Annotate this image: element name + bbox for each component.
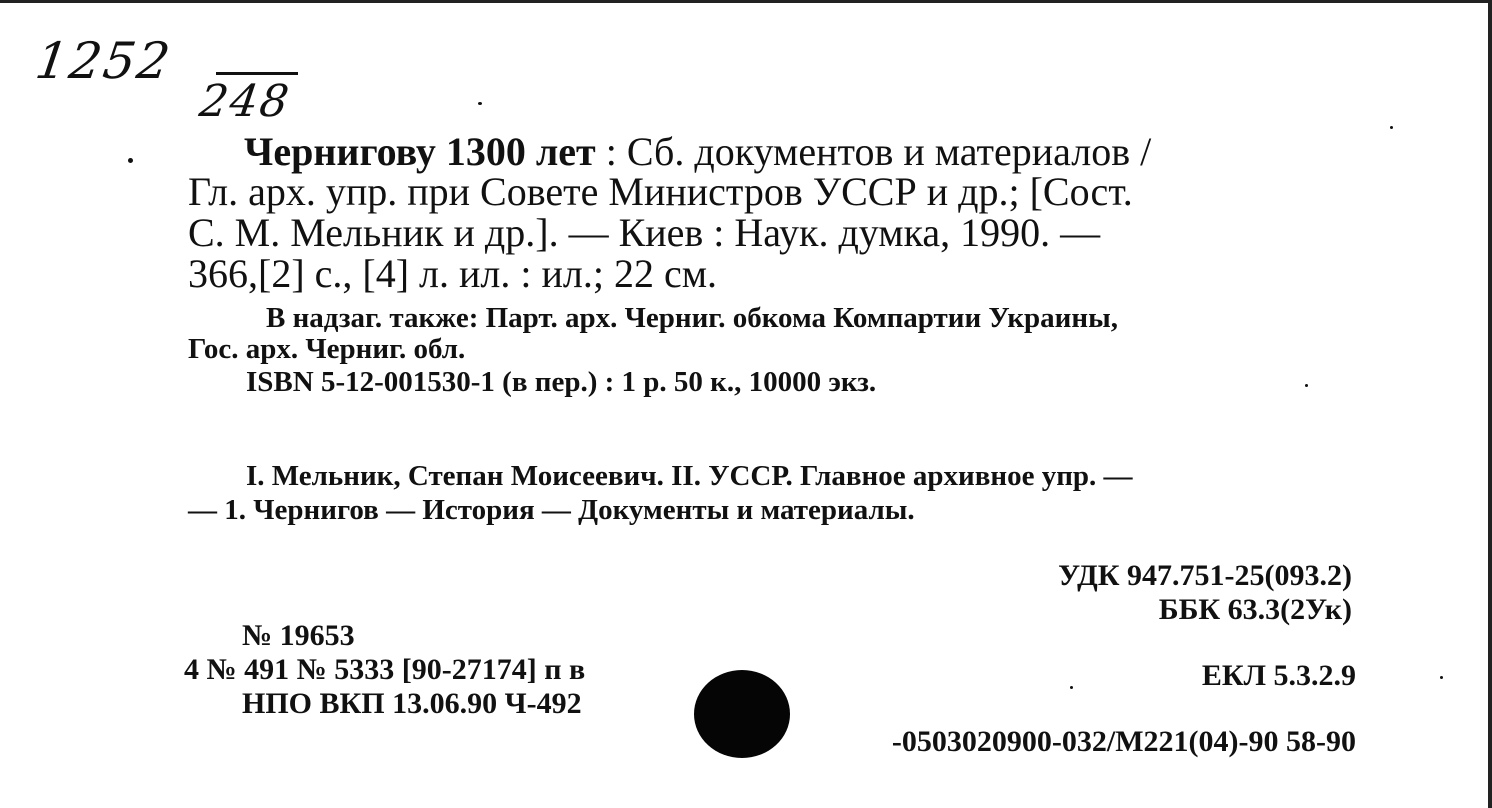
entry-line-2: Гл. арх. упр. при Совете Министров УССР и др.; [Сост. bbox=[188, 169, 1133, 214]
entry-line-1-rest: : Сб. документов и материалов / bbox=[595, 129, 1152, 174]
isbn-line: ISBN 5-12-001530-1 (в пер.) : 1 р. 50 к., 10000 экз. bbox=[246, 366, 877, 398]
bullet-dot bbox=[128, 158, 133, 163]
udk-code: УДК 947.751-25(093.2) bbox=[1058, 559, 1352, 592]
tracing-line-1: I. Мельник, Степан Моисеевич. II. УССР. Главное архивное упр. — bbox=[246, 460, 1133, 492]
speck bbox=[1305, 384, 1308, 387]
entry-line-4: 366,[2] с., [4] л. ил. : ил.; 22 см. bbox=[188, 251, 718, 296]
note-line-2: Гос. арх. Черниг. обл. bbox=[188, 333, 466, 365]
tracing-line-2: — 1. Чернигов — История — Документы и материалы. bbox=[188, 494, 915, 526]
index-code: -0503020900-032/М221(04)-90 58-90 bbox=[891, 725, 1356, 758]
card-top-edge bbox=[0, 0, 1492, 3]
order-line: 4 № 491 № 5333 [90-27174] п в bbox=[184, 654, 586, 686]
npo-line: НПО ВКП 13.06.90 Ч-492 bbox=[242, 687, 582, 720]
bbk-code: ББК 63.3(2Ук) bbox=[1158, 593, 1352, 626]
speck bbox=[1070, 686, 1073, 689]
entry-line-3: С. М. Мельник и др.]. — Киев : Наук. думка, 1990. — bbox=[188, 210, 1101, 255]
note-line-1: В надзаг. также: Парт. арх. Черниг. обкома Компартии Украины, bbox=[266, 302, 1118, 334]
card-right-edge bbox=[1488, 0, 1492, 808]
speck bbox=[1440, 676, 1443, 679]
entry-line-1 bbox=[244, 129, 1152, 174]
speck bbox=[478, 102, 482, 105]
handwritten-underline bbox=[216, 72, 298, 75]
handwritten-number: 1252 bbox=[31, 32, 176, 90]
card-number: № 19653 bbox=[242, 619, 355, 652]
ink-blot bbox=[694, 670, 790, 758]
ekl-code: ЕКЛ 5.3.2.9 bbox=[1201, 659, 1356, 692]
handwritten-shelf-number: 248 bbox=[196, 76, 294, 127]
speck bbox=[1390, 126, 1393, 129]
book-title: Чернигову 1300 лет bbox=[244, 129, 596, 174]
